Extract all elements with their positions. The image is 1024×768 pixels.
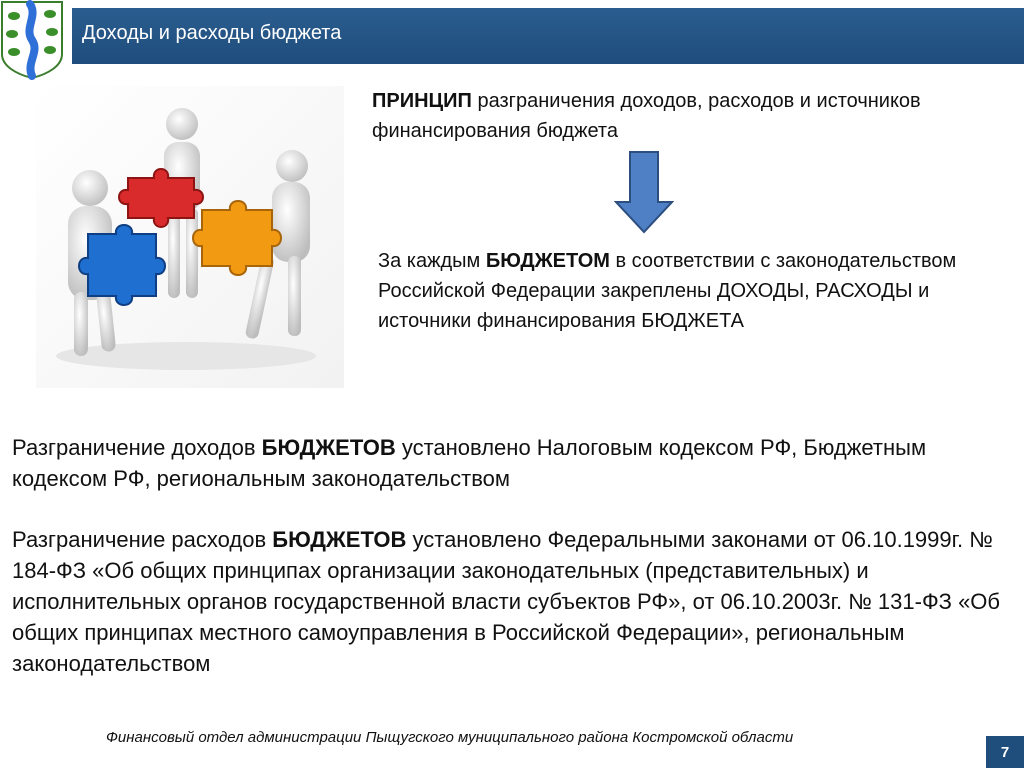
principle-keyword: ПРИНЦИП <box>372 90 472 112</box>
coat-of-arms-icon <box>0 0 66 80</box>
down-arrow-icon <box>614 150 674 234</box>
slide-header <box>0 0 1024 64</box>
budget-statement-pre: За каждым <box>378 250 486 272</box>
puzzle-orange <box>193 201 281 275</box>
puzzle-blue <box>79 225 165 305</box>
income-paragraph-pre: Разграничение доходов <box>12 435 262 460</box>
expense-paragraph-pre: Разграничение расходов <box>12 527 273 552</box>
income-paragraph-keyword: БЮДЖЕТОВ <box>261 435 396 460</box>
puzzle-team-illustration <box>36 86 344 388</box>
expense-paragraph <box>12 524 1012 679</box>
page-number: 7 <box>986 736 1024 768</box>
expense-paragraph-post: установлено Федеральными законами от 06.10.1999г. № 184-ФЗ «Об общих принципах организации законодательных (представительных) и исполнительных органов государственной власти субъектов РФ», от 06.10.2003г. № 131-ФЗ «Об общих принципах местного самоуправления в Российской Федерации», региональным законодательством <box>12 527 1001 676</box>
principle-heading <box>372 86 992 146</box>
budget-statement-post: в соответствии с законодательством Российской Федерации закреплены ДОХОДЫ, РАСХОДЫ и источники финансирования БЮДЖЕТА <box>378 250 957 332</box>
budget-statement <box>378 246 978 336</box>
puzzle-red <box>119 169 203 227</box>
income-paragraph-post: установлено Налоговым кодексом РФ, Бюджетным кодексом РФ, региональным законодательством <box>12 435 927 491</box>
principle-text: разграничения доходов, расходов и источников финансирования бюджета <box>372 90 921 142</box>
income-paragraph <box>12 432 1012 494</box>
slide-title: Доходы и расходы бюджета <box>82 22 342 44</box>
footer-text: Финансовый отдел администрации Пыщугского муниципального района Костромской области <box>106 729 794 746</box>
budget-statement-keyword: БЮДЖЕТОМ <box>485 250 610 272</box>
expense-paragraph-keyword: БЮДЖЕТОВ <box>272 527 407 552</box>
